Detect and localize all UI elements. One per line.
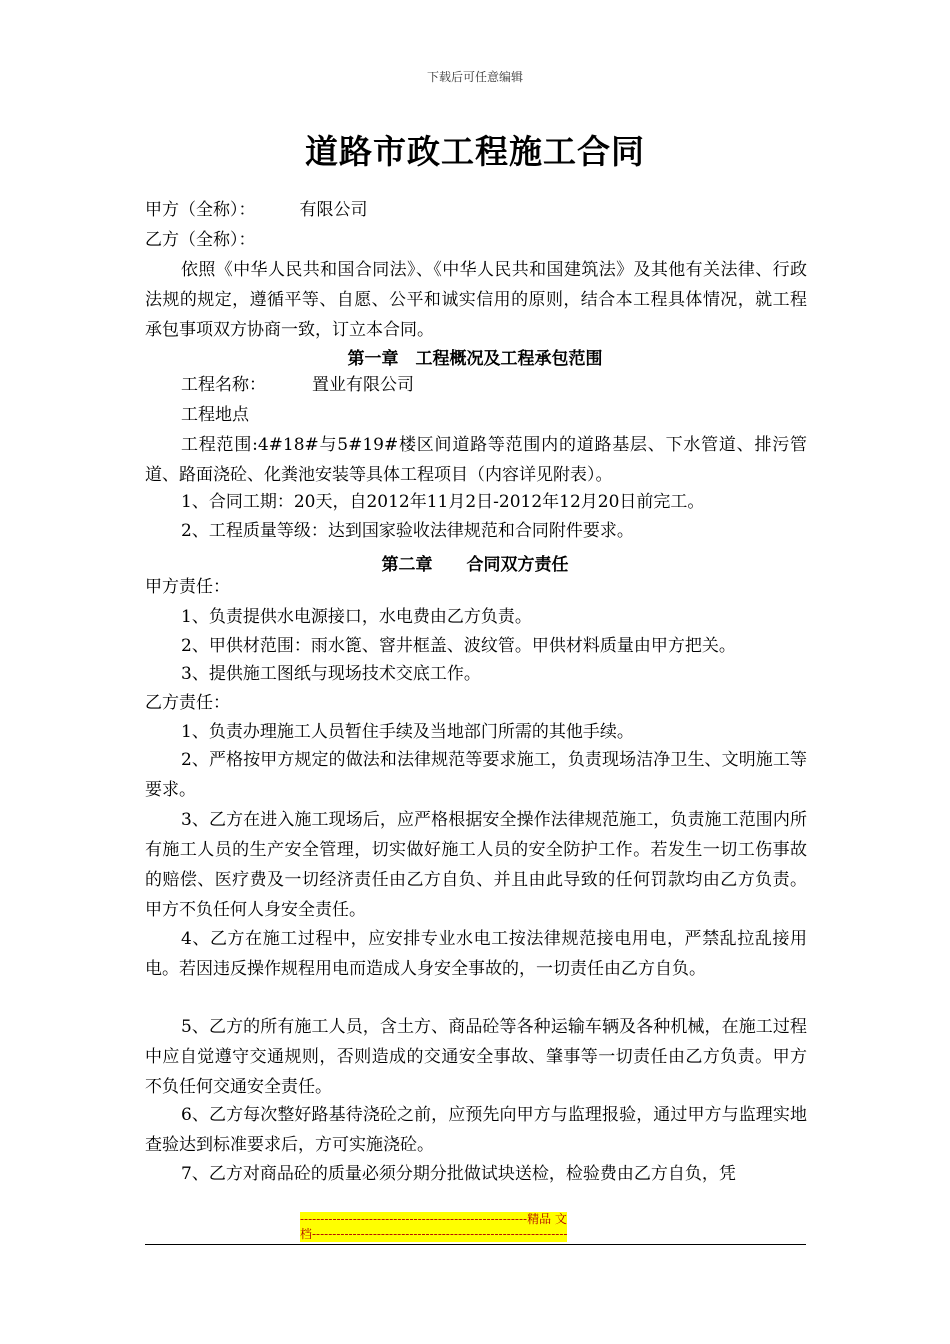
footer-watermark-line2: 档--------------------------------------------------------------- [300, 1227, 568, 1241]
project-location: 工程地点 [181, 405, 249, 425]
intro-paragraph: 依照《中华人民共和国合同法》、《中华人民共和国建筑法》及其他有关法律、行政法规的规定，遵循平等、自愿、公平和诚实信用的原则，结合本工程具体情况，就工程承包事项双方协商一致，订立本合同。 [145, 260, 807, 340]
footer-watermark-line1: --------------------------------------------------------精品 文 [300, 1212, 567, 1226]
b-item-2: 2、严格按甲方规定的做法和法律规范等要求施工，负责现场洁净卫生、文明施工等要求。 [145, 750, 807, 800]
party-a-responsibility-heading: 甲方责任： [145, 577, 230, 597]
party-b-label: 乙方（全称）： [145, 230, 256, 250]
b-item-3: 3、乙方在进入施工现场后，应严格根据安全操作法律规范施工，负责施工范围内所有施工人员的生产安全管理，切实做好施工人员的安全防护工作。若发生一切工伤事故的赔偿、医疗费及一切经济责任由乙方自负、并且由此导致的任何罚款均由乙方负责。甲方不负任何人身安全责任。 [145, 810, 807, 920]
party-b-line [145, 230, 256, 250]
a-item-3: 3、提供施工图纸与现场技术交底工作。 [181, 664, 481, 684]
header-note: 下载后可任意编辑 [426, 70, 523, 84]
b-item-1: 1、负责办理施工人员暂住手续及当地部门所需的其他手续。 [181, 722, 634, 742]
project-name-line [181, 375, 414, 395]
project-name-label: 工程名称： [181, 375, 266, 395]
document-title: 道路市政工程施工合同 [305, 132, 645, 171]
footer-rule [145, 1244, 806, 1245]
b-item-6: 6、乙方每次整好路基待浇砼之前，应预先向甲方与监理报验，通过甲方与监理实地查验达到标准要求后，方可实施浇砼。 [145, 1105, 807, 1155]
party-b-responsibility-heading: 乙方责任： [145, 693, 230, 713]
chapter1-item-2: 2、工程质量等级：达到国家验收法律规范和合同附件要求。 [181, 521, 634, 541]
party-a-label: 甲方（全称）： [145, 200, 256, 220]
project-name-value: 置业有限公司 [312, 375, 414, 395]
a-item-1: 1、负责提供水电源接口，水电费由乙方负责。 [181, 607, 532, 627]
party-a-line [145, 200, 368, 220]
a-item-2: 2、甲供材范围：雨水篦、窨井框盖、波纹管。甲供材料质量由甲方把关。 [181, 636, 736, 656]
b-item-7: 7、乙方对商品砼的质量必须分期分批做试块送检，检验费由乙方自负，凭 [181, 1164, 736, 1184]
chapter2-title: 第二章 合同双方责任 [381, 555, 569, 575]
b-item-4: 4、乙方在施工过程中，应安排专业水电工按法律规范接电用电，严禁乱拉乱接用电。若因违反操作规程用电而造成人身安全事故的，一切责任由乙方自负。 [145, 929, 807, 979]
party-a-value: 有限公司 [299, 200, 368, 220]
project-scope: 工程范围:4#18#与5#19#楼区间道路等范围内的道路基层、下水管道、排污管道、路面浇砼、化粪池安装等具体工程项目（内容详见附表）。 [145, 435, 807, 485]
chapter1-title: 第一章 工程概况及工程承包范围 [347, 349, 603, 369]
chapter1-item-1: 1、合同工期：20天，自2012年11月2日-2012年12月20日前完工。 [181, 492, 705, 512]
b-item-5: 5、乙方的所有施工人员，含土方、商品砼等各种运输车辆及各种机械，在施工过程中应自觉遵守交通规则，否则造成的交通安全事故、肇事等一切责任由乙方负责。甲方不负任何交通安全责任。 [145, 1017, 807, 1097]
